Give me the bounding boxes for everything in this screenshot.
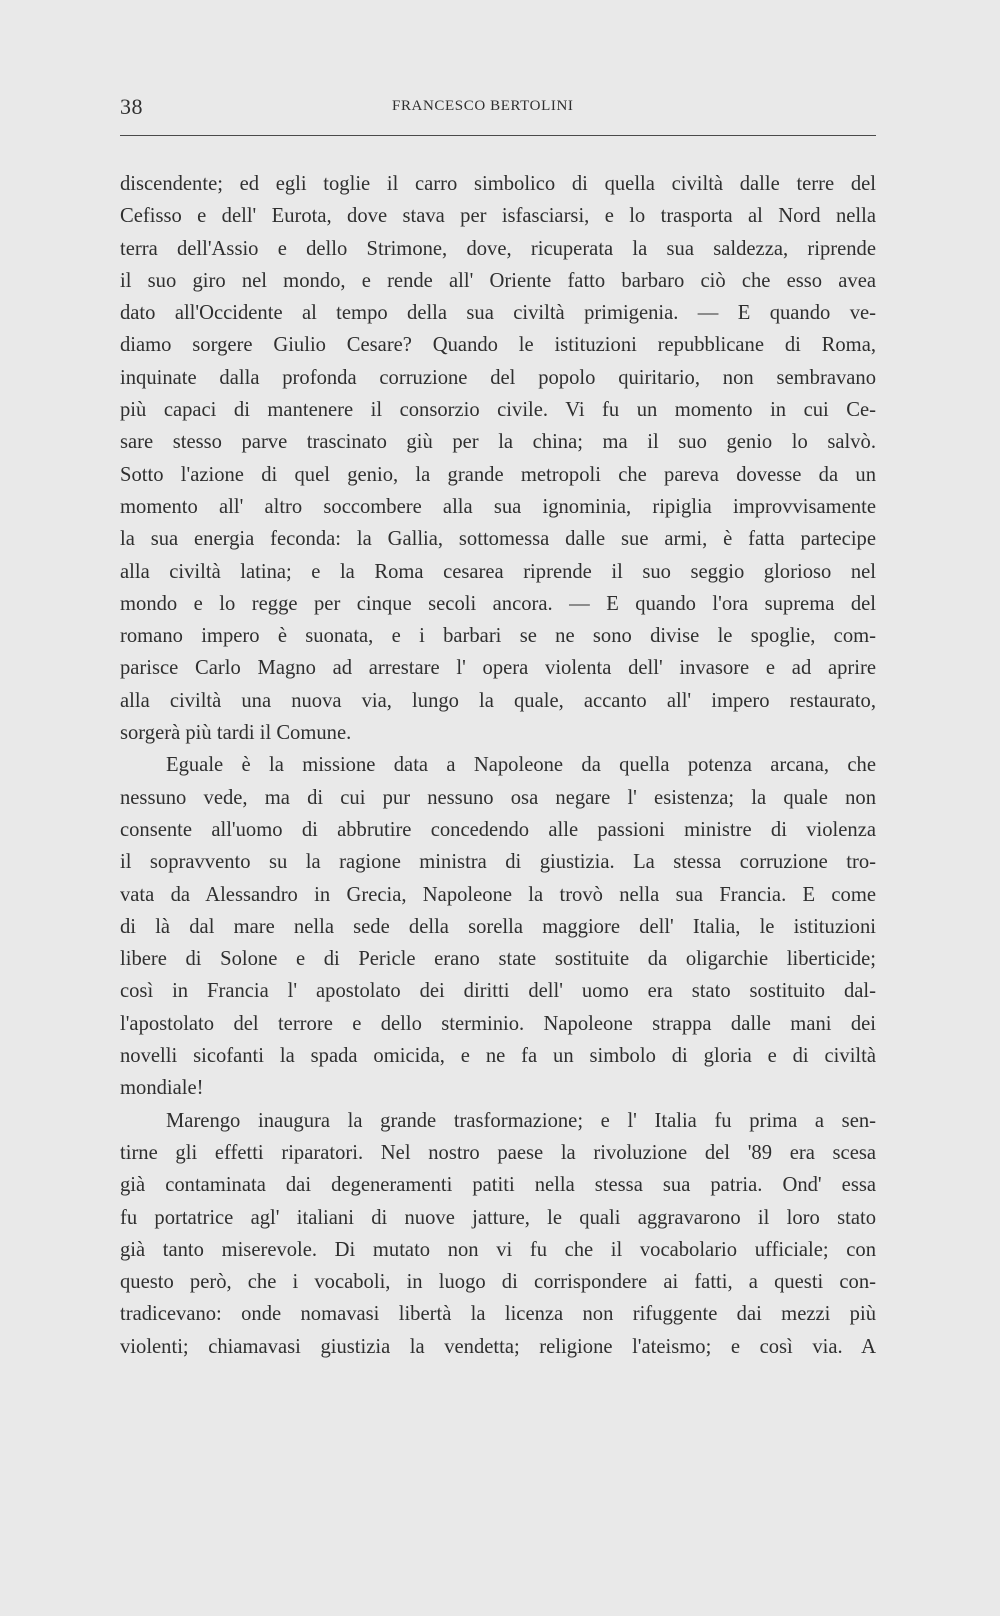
text-line: questo però, che i vocaboli, in luogo di corrispondere ai fatti, a questi con- xyxy=(120,1271,876,1294)
text-line: consente all'uomo di abbrutire concedendo alle passioni ministre di violenza xyxy=(120,818,876,841)
paragraph xyxy=(120,749,876,1104)
text-line: la sua energia feconda: la Gallia, sottomessa dalle sue armi, è fatta partecipe xyxy=(120,528,876,551)
text-line: sorgerà più tardi il Comune. xyxy=(120,722,352,745)
text-line: nessuno vede, ma di cui pur nessuno osa negare l' esistenza; la quale non xyxy=(120,786,876,809)
text-line: alla civiltà una nuova via, lungo la quale, accanto all' impero restaurato, xyxy=(120,689,876,712)
text-line: di là dal mare nella sede della sorella maggiore dell' Italia, le istituzioni xyxy=(120,915,876,938)
body-text xyxy=(120,168,876,1363)
page-number: 38 xyxy=(120,94,143,119)
text-line: tradicevano: onde nomavasi libertà la licenza non rifuggente dai mezzi più xyxy=(120,1303,876,1326)
text-line: sare stesso parve trascinato giù per la china; ma il suo genio lo salvò. xyxy=(120,431,876,454)
text-line: terra dell'Assio e dello Strimone, dove, ricuperata la sua saldezza, riprende xyxy=(120,237,876,260)
paragraph xyxy=(120,1105,876,1363)
text-line: l'apostolato del terrore e dello sterminio. Napoleone strappa dalle mani dei xyxy=(120,1012,876,1035)
text-line: romano impero è suonata, e i barbari se ne sono divise le spoglie, com- xyxy=(120,625,876,648)
text-line: alla civiltà latina; e la Roma cesarea riprende il suo seggio glorioso nel xyxy=(120,560,876,583)
text-line: parisce Carlo Magno ad arrestare l' opera violenta dell' invasore e ad aprire xyxy=(120,657,876,680)
text-line: diamo sorgere Giulio Cesare? Quando le istituzioni repubblicane di Roma, xyxy=(120,334,876,357)
text-line: tirne gli effetti riparatori. Nel nostro paese la rivoluzione del '89 era scesa xyxy=(120,1141,876,1164)
text-line: Marengo inaugura la grande trasformazione; e l' Italia fu prima a sen- xyxy=(166,1109,876,1132)
text-line: così in Francia l' apostolato dei diritti dell' uomo era stato sostituito dal- xyxy=(120,980,876,1003)
text-line: mondo e lo regge per cinque secoli ancora. — E quando l'ora suprema del xyxy=(120,592,876,615)
text-line: discendente; ed egli toglie il carro simbolico di quella civiltà dalle terre del xyxy=(120,173,876,195)
text-line: dato all'Occidente al tempo della sua civiltà primigenia. — E quando ve- xyxy=(120,302,876,325)
text-line: già tanto miserevole. Di mutato non vi fu che il vocabolario ufficiale; con xyxy=(120,1238,876,1261)
paragraph xyxy=(120,168,876,749)
text-line: momento all' altro soccombere alla sua ignominia, ripiglia improvvisamente xyxy=(120,495,876,518)
text-line: violenti; chiamavasi giustizia la vendetta; religione l'ateismo; e così via. A xyxy=(120,1335,876,1358)
text-line: fu portatrice agl' italiani di nuove jatture, le quali aggravarono il loro stato xyxy=(120,1206,876,1229)
text-line: il sopravvento su la ragione ministra di giustizia. La stessa corruzione tro- xyxy=(120,851,876,874)
text-line: il suo giro nel mondo, e rende all' Oriente fatto barbaro ciò che esso avea xyxy=(120,269,876,292)
text-line: già contaminata dai degeneramenti patiti nella stessa sua patria. Ond' essa xyxy=(120,1174,876,1197)
page-header xyxy=(120,94,876,124)
text-line: più capaci di mantenere il consorzio civile. Vi fu un momento in cui Ce- xyxy=(120,399,876,422)
text-line: Cefisso e dell' Eurota, dove stava per isfasciarsi, e lo trasporta al Nord nella xyxy=(120,205,876,228)
text-line: mondiale! xyxy=(120,1077,204,1100)
text-line: Sotto l'azione di quel genio, la grande metropoli che pareva dovesse da un xyxy=(120,463,876,486)
running-head: FRANCESCO BERTOLINI xyxy=(392,98,574,114)
text-line: Eguale è la missione data a Napoleone da quella potenza arcana, che xyxy=(166,754,876,777)
text-line: inquinate dalla profonda corruzione del popolo quiritario, non sembravano xyxy=(120,366,876,389)
text-line: libere di Solone e di Pericle erano state sostituite da oligarchie liberticide; xyxy=(120,948,876,971)
text-line: novelli sicofanti la spada omicida, e ne fa un simbolo di gloria e di civiltà xyxy=(120,1045,876,1068)
text-line: vata da Alessandro in Grecia, Napoleone la trovò nella sua Francia. E come xyxy=(120,883,876,906)
header-rule xyxy=(120,135,876,136)
